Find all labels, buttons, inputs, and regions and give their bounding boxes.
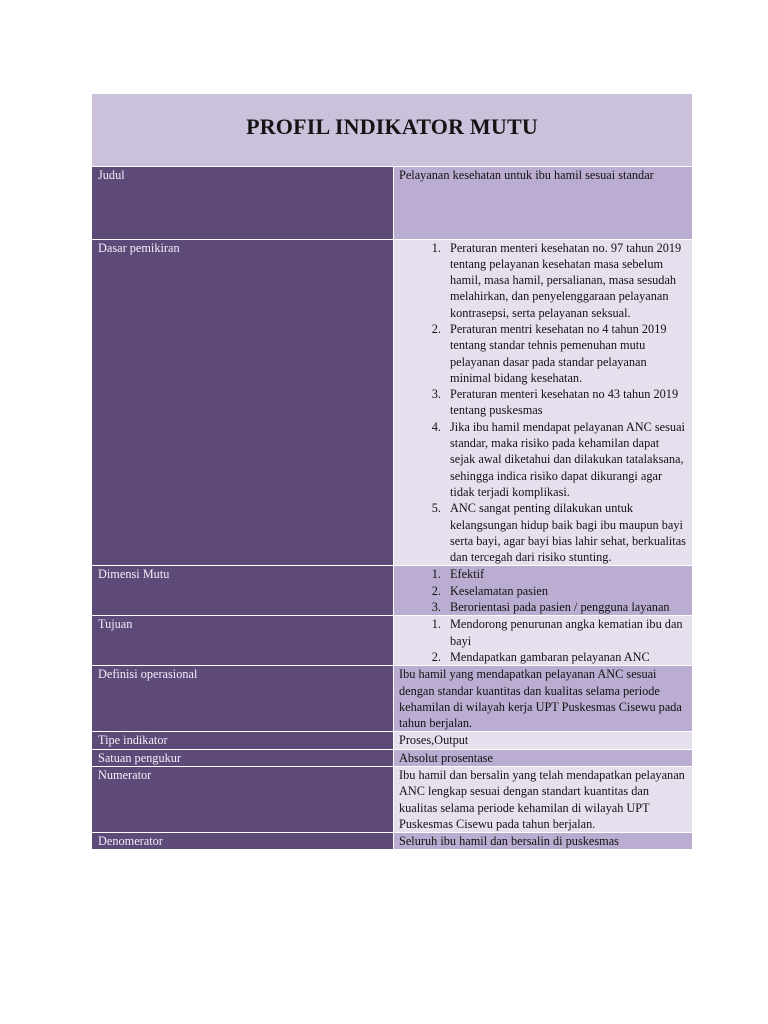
title-row [92,94,692,167]
row-denomerator [92,833,692,850]
label-satuan-pengukur: Satuan pengukur [92,749,394,766]
value-denomerator: Seluruh ibu hamil dan bersalin di puskesmas [394,833,693,850]
list-item: 2. Keselamatan pasien [444,583,687,599]
dimensi-mutu-list [399,566,687,615]
label-definisi-operasional: Definisi operasional [92,666,394,732]
document-title: PROFIL INDIKATOR MUTU [246,114,538,139]
list-item: 5. ANC sangat penting dilakukan untuk kelangsungan hidup baik bagi ibu maupun bayi serta bayi, agar bayi bias lahir sehat, berkualitas dan tercegah dari risiko stunting. [444,500,687,565]
value-satuan-pengukur: Absolut prosentase [394,749,693,766]
list-item: 1. Mendorong penurunan angka kematian ibu dan bayi [444,616,687,649]
value-judul: Pelayanan kesehatan untuk ibu hamil sesuai standar [394,167,693,239]
label-dimensi-mutu: Dimensi Mutu [92,566,394,616]
value-definisi-operasional: Ibu hamil yang mendapatkan pelayanan ANC sesuai dengan standar kuantitas dan kualitas selama periode kehamilan di wilayah kerja UPT Puskesmas Cisewu pada tahun berjalan. [394,666,693,732]
row-numerator [92,767,692,833]
row-tipe-indikator [92,732,692,749]
value-dasar-pemikiran [394,239,693,566]
indicator-profile-document [91,93,693,851]
row-dimensi-mutu [92,566,692,616]
value-tipe-indikator: Proses,Output [394,732,693,749]
row-tujuan [92,616,692,666]
value-numerator: Ibu hamil dan bersalin yang telah mendapatkan pelayanan ANC lengkap sesuai dengan standart kuantitas dan kualitas selama periode kehamilan di wilayah UPT Puskesmas Cisewu pada tahun berjalan. [394,767,693,833]
label-numerator: Numerator [92,767,394,833]
list-item: 1. Peraturan menteri kesehatan no. 97 tahun 2019 tentang pelayanan kesehatan masa sebelum hamil, masa hamil, persalianan, masa sesudah melahirkan, dan penyelenggaraan pelayanan kontrasepsi, serta pelayanan seksual. [444,240,687,321]
dasar-pemikiran-list [399,240,687,566]
value-tujuan [394,616,693,666]
profile-table [92,167,692,850]
label-judul: Judul [92,167,394,239]
list-item: 3. Berorientasi pada pasien / pengguna layanan [444,599,687,615]
row-judul [92,167,692,239]
label-tujuan: Tujuan [92,616,394,666]
list-item: 4. Jika ibu hamil mendapat pelayanan ANC sesuai standar, maka risiko pada kehamilan dapat sejak awal diketahui dan dilakukan tatalaksana, sehingga indica risiko dapat dikurangi agar tidak terjadi komplikasi. [444,419,687,500]
list-item: 3. Peraturan menteri kesehatan no 43 tahun 2019 tentang puskesmas [444,386,687,419]
list-item: 1. Efektif [444,566,687,582]
row-definisi-operasional [92,666,692,732]
tujuan-list [399,616,687,665]
row-dasar-pemikiran [92,239,692,566]
row-satuan-pengukur [92,749,692,766]
label-denomerator: Denomerator [92,833,394,850]
label-tipe-indikator: Tipe indikator [92,732,394,749]
label-dasar-pemikiran: Dasar pemikiran [92,239,394,566]
list-item: 2. Peraturan mentri kesehatan no 4 tahun 2019 tentang standar tehnis pemenuhan mutu pelayanan dasar pada standar pelayanan minimal bidang kesehatan. [444,321,687,386]
list-item: 2. Mendapatkan gambaran pelayanan ANC [444,649,687,665]
value-dimensi-mutu [394,566,693,616]
